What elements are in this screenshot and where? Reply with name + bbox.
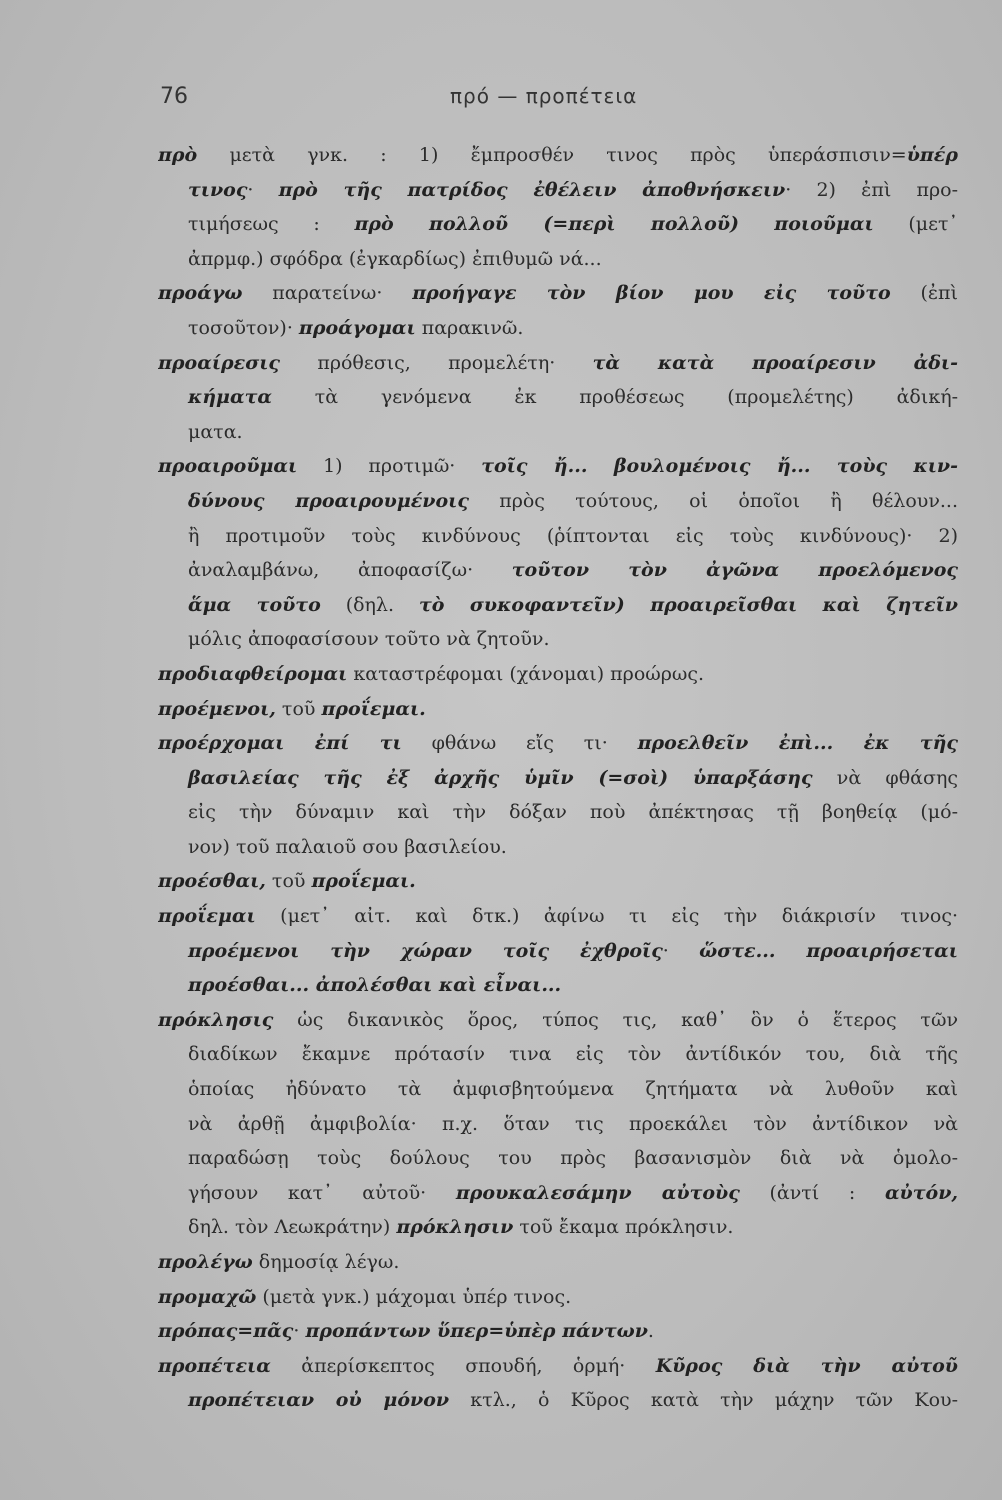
definition-text: δημοσίᾳ λέγω. <box>252 1251 400 1273</box>
entry-continuation-line <box>158 1210 958 1245</box>
definition-text: τοῦ <box>265 870 312 893</box>
definition-text: νον) τοῦ παλαιοῦ σου βασιλείου. <box>188 835 507 858</box>
headword-text: προμαχῶ <box>158 1285 257 1308</box>
headword-text: προΐεμαι <box>158 905 256 928</box>
headword-text: προαίρεσις <box>158 351 280 374</box>
headword-text: ὥστε... προαιρήσεται <box>699 939 958 962</box>
entry-headword-line <box>158 726 958 761</box>
definition-text: τὰ γενόμενα ἐκ προθέσεως (προμελέτης) ἀδική- <box>272 386 958 409</box>
definition-text: νὰ φθάσης <box>812 766 958 789</box>
definition-text: ἀπρμφ.) σφόδρα (ἐγκαρδίως) ἐπιθυμῶ νά... <box>188 247 602 270</box>
definition-text: πρόθεσις, προμελέτη· <box>280 351 593 374</box>
definition-text: (μετ᾽ αἰτ. καὶ δτκ.) ἀφίνω τι εἰς τὴν διάκρισίν τινος· <box>255 905 958 928</box>
headword-text: προυκαλεσάμην αὐτοὺς <box>455 1181 740 1204</box>
headword-text: προΐεμαι. <box>311 870 416 893</box>
headword-text: δύνους προαιρουμένοις <box>188 489 469 512</box>
headword-text: κήματα <box>188 386 272 409</box>
definition-text: πρὸς τούτους, οἱ ὁποῖοι ἢ θέλουν... <box>468 489 958 512</box>
headword-text: προέμενοι, <box>158 697 276 720</box>
definition-text: δηλ. τὸν Λεωκράτην) <box>188 1216 397 1239</box>
entry-headword-line <box>158 138 958 173</box>
definition-text: (ἐπὶ <box>890 282 958 305</box>
definition-text: ὡς δικανικὸς ὅρος, τύπος τις, καθ᾽ ὃν ὁ ἕτερος τῶν <box>273 1008 958 1031</box>
entry-continuation-line <box>158 1383 958 1418</box>
entry-continuation-line <box>158 761 958 796</box>
entry-headword-line <box>158 864 958 899</box>
entry-continuation-line <box>158 173 958 208</box>
entry-continuation-line <box>158 830 958 865</box>
entry-headword-line <box>158 276 958 311</box>
entry-continuation-line <box>158 795 958 830</box>
definition-text: ἢ προτιμοῦν τοὺς κινδύνους (ῥίπτονται εἰς τοὺς κινδύνους)· 2) <box>188 524 958 547</box>
definition-text: ἀπερίσκεπτος σπουδή, ὁρμή· <box>270 1354 656 1377</box>
entry-continuation-line <box>158 484 958 519</box>
entry-headword-line <box>158 1245 958 1280</box>
headword-text: ὑπέρ <box>906 144 958 166</box>
definition-text: τοσοῦτον)· <box>188 316 299 339</box>
entry-continuation-line <box>158 311 958 346</box>
headword-text: προέσθαι, <box>158 870 266 893</box>
definition-text: · <box>247 178 279 201</box>
headword-text: τοῦτον τὸν ἀγῶνα προελόμενος <box>511 559 958 582</box>
definition-text: (μετ᾽ <box>873 213 958 236</box>
headword-text: προπέτεια <box>158 1354 271 1377</box>
headword-text: πρόκλησιν <box>396 1216 514 1239</box>
definition-text: (ἀντί : <box>739 1181 885 1204</box>
headword-text: προελθεῖν ἐπὶ... ἐκ τῆς <box>637 732 958 755</box>
headword-text: τὸ συκοφαντεῖν) προαιρεῖσθαι καὶ ζητεῖν <box>418 593 958 616</box>
headword-text: προήγαγε τὸν βίον μου εἰς τοῦτο <box>412 282 891 305</box>
definition-text: γήσουν κατ᾽ αὐτοῦ· <box>188 1181 456 1204</box>
entry-continuation-line <box>158 380 958 415</box>
headword-text: προαιροῦμαι <box>158 455 298 478</box>
headword-text: προΐεμαι. <box>321 697 426 720</box>
entry-continuation-line <box>158 622 958 657</box>
definition-text: . <box>647 1320 654 1343</box>
entry-continuation-line <box>158 1072 958 1107</box>
dictionary-entries <box>158 138 958 1418</box>
page-number: 76 <box>160 84 188 109</box>
headword-text: Κῦρος διὰ τὴν αὐτοῦ <box>655 1354 958 1377</box>
definition-text: τοῦ ἔκαμα πρόκλησιν. <box>513 1216 734 1239</box>
headword-text: προδιαφθείρομαι <box>158 662 348 685</box>
entry-continuation-line <box>158 968 958 1003</box>
definition-text: κτλ., ὁ Κῦρος κατὰ τὴν μάχην τῶν Κου- <box>449 1389 958 1412</box>
definition-text: τοῦ <box>275 697 322 720</box>
headword-text: προέρχομαι ἐπί τι <box>158 732 402 755</box>
definition-text: (δηλ. <box>320 593 419 616</box>
running-head: πρό — προπέτεια <box>450 84 638 108</box>
definition-text: νὰ ἀρθῇ ἀμφιβολία· π.χ. ὅταν τις προεκάλει τὸν ἀντίδικον νὰ <box>188 1112 958 1135</box>
definition-text: ματα. <box>188 420 243 443</box>
entry-headword-line <box>158 346 958 381</box>
headword-text: προάγομαι <box>298 316 416 339</box>
headword-text: προέσθαι... ἀπολέσθαι καὶ εἶναι... <box>188 974 562 997</box>
entry-continuation-line <box>158 1176 958 1211</box>
entry-headword-line <box>158 1349 958 1384</box>
headword-text: πρὸ <box>158 144 198 166</box>
definition-text: 1) προτιμῶ· <box>297 455 482 478</box>
definition-text: παρακινῶ. <box>415 316 524 339</box>
headword-text: πρὸ τῆς πατρίδος ἐθέλειν ἀποθνήσκειν <box>278 178 786 201</box>
headword-text: πρόκλησις <box>158 1008 274 1031</box>
definition-text: παραδώσῃ τοὺς δούλους του πρὸς βασανισμὸν διὰ νὰ ὁμολο- <box>188 1147 958 1170</box>
entry-continuation-line <box>158 415 958 450</box>
definition-text: (μετὰ γνκ.) μάχομαι ὑπέρ τινος. <box>256 1285 572 1308</box>
entry-continuation-line <box>158 553 958 588</box>
headword-text: αὐτόν, <box>884 1181 958 1204</box>
entry-headword-line <box>158 657 958 692</box>
headword-text: προπάντων ὕπερ=ὑπὲρ πάντων <box>305 1320 648 1343</box>
headword-text: προάγω <box>158 282 243 305</box>
entry-continuation-line <box>158 242 958 277</box>
entry-continuation-line <box>158 1107 958 1142</box>
entry-headword-line <box>158 1280 958 1315</box>
entry-continuation-line <box>158 1141 958 1176</box>
headword-text: τοῖς ἤ... βουλομένοις ἤ... τοὺς κιν- <box>481 455 958 478</box>
entry-continuation-line <box>158 934 958 969</box>
headword-text: προλέγω <box>158 1251 253 1273</box>
definition-text: · <box>293 1320 306 1343</box>
entry-continuation-line <box>158 1037 958 1072</box>
page-header <box>160 84 960 120</box>
headword-text: πρόπας=πᾶς <box>158 1320 294 1343</box>
definition-text: ἀναλαμβάνω, ἀποφασίζω· <box>188 559 512 582</box>
entry-continuation-line <box>158 207 958 242</box>
entry-continuation-line <box>158 519 958 554</box>
entry-headword-line <box>158 692 958 727</box>
definition-text: μόλις ἀποφασίσουν τοῦτο νὰ ζητοῦν. <box>188 628 550 651</box>
definition-text: παρατείνω· <box>242 282 413 305</box>
definition-text: φθάνω εἴς τι· <box>401 732 638 755</box>
headword-text: τὰ κατὰ προαίρεσιν ἀδι- <box>592 351 958 374</box>
definition-text: εἰς τὴν δύναμιν καὶ τὴν δόξαν ποὺ ἀπέκτησας τῇ βοηθείᾳ (μό- <box>188 801 958 824</box>
entry-headword-line <box>158 1003 958 1038</box>
definition-text: μετὰ γνκ. : 1) ἔμπροσθέν τινος πρὸς ὑπεράσπισιν= <box>197 144 907 166</box>
headword-text: βασιλείας τῆς ἐξ ἀρχῆς ὑμῖν (=σοὶ) ὑπαρξάσης <box>188 766 813 789</box>
entry-headword-line <box>158 899 958 934</box>
definition-text: καταστρέφομαι (χάνομαι) προώρως. <box>347 662 705 685</box>
definition-text: · <box>662 939 700 962</box>
headword-text: ἅμα τοῦτο <box>188 593 321 616</box>
entry-headword-line <box>158 1314 958 1349</box>
definition-text: · 2) ἐπὶ προ- <box>785 178 958 201</box>
definition-text: ὁποίας ἠδύνατο τὰ ἀμφισβητούμενα ζητήματα νὰ λυθοῦν καὶ <box>188 1078 958 1101</box>
definition-text: τιμήσεως : <box>188 213 355 236</box>
entry-headword-line <box>158 449 958 484</box>
headword-text: τινος <box>188 178 248 201</box>
definition-text: διαδίκων ἔκαμνε πρότασίν τινα εἰς τὸν ἀντίδικόν του, διὰ τῆς <box>188 1043 958 1066</box>
entry-continuation-line <box>158 588 958 623</box>
headword-text: προπέτειαν οὐ μόνον <box>188 1389 450 1412</box>
headword-text: πρὸ πολλοῦ (=περὶ πολλοῦ) ποιοῦμαι <box>354 213 874 236</box>
headword-text: προέμενοι τὴν χώραν τοῖς ἐχθροῖς <box>188 939 663 962</box>
